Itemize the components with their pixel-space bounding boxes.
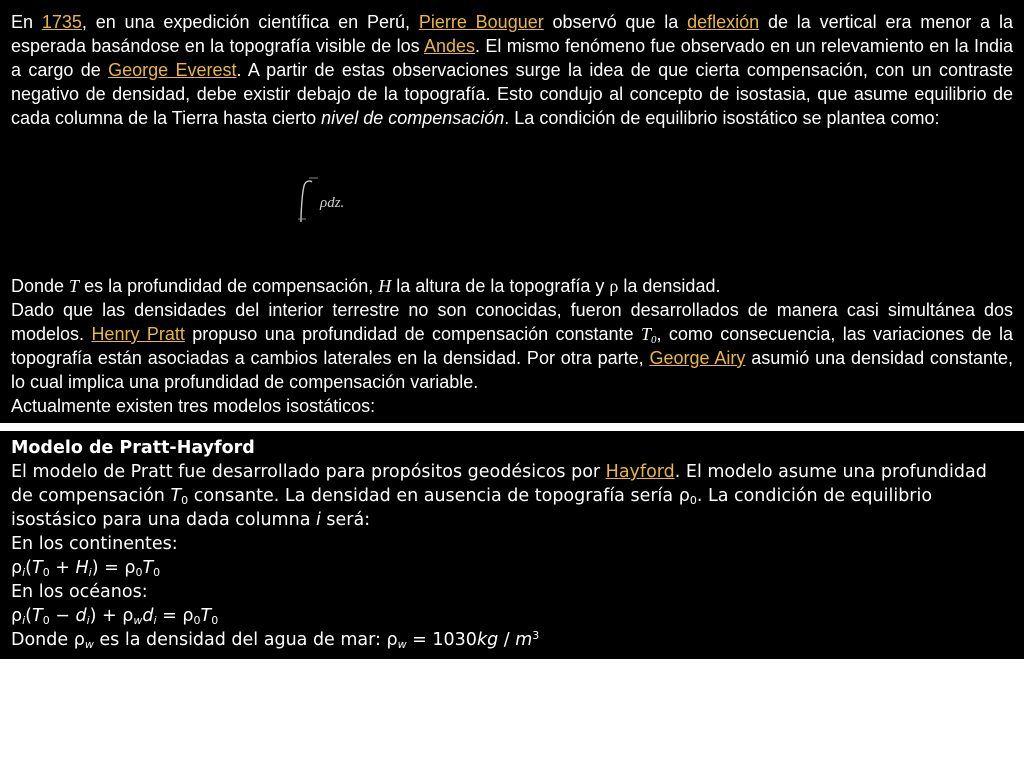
intro-text: . El mismo fenómeno fue observado en un relevamiento en la India a cargo de — [11, 36, 1013, 80]
section-divider — [0, 423, 1024, 431]
subscript: i — [22, 566, 26, 579]
subscript: 0 — [153, 566, 161, 579]
variable-T: T — [142, 558, 154, 578]
variable-T: T — [69, 276, 80, 296]
equation-image — [292, 172, 372, 228]
equation-oceans — [11, 604, 218, 628]
oceans-label: En los océanos: — [11, 582, 148, 602]
eq-part: − — [49, 606, 76, 626]
equation-continents — [11, 556, 160, 580]
variable-T0-base: T — [640, 324, 651, 344]
eq-part: ρ — [11, 606, 23, 626]
pratt-text: = 1030 — [406, 630, 477, 650]
body-text: propuso una profundidad de compensación constante — [184, 324, 641, 344]
variable-d: d — [142, 606, 154, 626]
subscript: w — [84, 638, 94, 651]
eq-part: ( — [25, 558, 32, 578]
intro-text: de la vertical era menor a la esperada basándose en la topografía visible de los — [11, 12, 1013, 56]
body-text: Dado que las densidades del interior terrestre no son conocidas, fueron desarrollados de manera casi simultánea dos modelos. — [11, 300, 1013, 344]
body-text: Donde — [11, 276, 70, 296]
variable-i: i — [315, 510, 321, 530]
variable-T: T — [200, 606, 212, 626]
body-text: asumió una densidad constante, lo cual implica una profundidad de compensación variable. — [11, 348, 1013, 392]
link-george-airy[interactable]: George Airy — [649, 348, 746, 368]
variable-T0 — [641, 324, 657, 344]
link-andes[interactable]: Andes — [423, 36, 476, 56]
variable-d: d — [75, 606, 87, 626]
pratt-line — [11, 484, 932, 508]
pratt-text: El modelo de Pratt fue desarrollado para propósitos geodésicos por — [11, 462, 606, 482]
eq-part: ρ — [11, 558, 23, 578]
superscript: 3 — [532, 629, 540, 642]
pratt-text: Donde ρ — [11, 630, 85, 650]
subscript: 0 — [181, 494, 189, 507]
subscript: i — [86, 614, 90, 627]
emphasis-nivel-compensacion: nivel de compensación — [321, 108, 505, 128]
subscript: 0 — [42, 566, 50, 579]
intro-text: observó que la — [543, 12, 688, 32]
seawater-density-line — [11, 628, 539, 652]
unit-kg: kg — [476, 630, 499, 650]
link-pierre-bouguer[interactable]: Pierre Bouguer — [418, 12, 544, 32]
body-text: , como consecuencia, las variaciones de la topografía están asociadas a cambios laterales en la densidad. Por otra parte, — [11, 324, 1014, 368]
pratt-text: es la densidad del agua de mar: ρ — [93, 630, 398, 650]
intro-text: En — [11, 12, 42, 32]
link-henry-pratt[interactable]: Henry Pratt — [91, 324, 185, 344]
body-paragraph — [11, 274, 1013, 418]
body-text: es la profundidad de compensación, — [79, 276, 379, 296]
subscript: 0 — [42, 614, 50, 627]
pratt-text: será: — [320, 510, 371, 530]
subscript: i — [88, 566, 92, 579]
variable-T: T — [170, 486, 182, 506]
pratt-text: . El modelo asume una profundidad — [674, 462, 987, 482]
body-text: la altura de la topografía y — [391, 276, 610, 296]
pratt-hayford-panel — [0, 431, 1024, 659]
eq-part: ) + ρ — [89, 606, 134, 626]
pratt-line — [11, 508, 370, 532]
link-george-everest[interactable]: George Everest — [108, 60, 237, 80]
body-text: la densidad. — [618, 276, 721, 296]
body-text: Actualmente existen tres modelos isostáticos: — [11, 396, 376, 416]
subscript: 0 — [689, 494, 697, 507]
subscript: i — [22, 614, 26, 627]
pratt-text: consante. La densidad en ausencia de topografía sería ρ — [188, 486, 690, 506]
link-1735[interactable]: 1735 — [41, 12, 82, 32]
unit-m: m — [515, 630, 533, 650]
equation-integrand: ρdz. — [320, 195, 345, 211]
continents-label: En los continentes: — [11, 534, 178, 554]
link-deflexion[interactable]: deflexión — [687, 12, 760, 32]
eq-part: ) = ρ — [91, 558, 136, 578]
subscript: 0 — [135, 566, 143, 579]
subscript: w — [397, 638, 407, 651]
variable-T: T — [32, 606, 43, 626]
intro-text: , en una expedición científica en Perú, — [81, 12, 419, 32]
eq-part: = ρ — [156, 606, 194, 626]
variable-T: T — [32, 558, 43, 578]
subscript: 0 — [193, 614, 201, 627]
pratt-line — [11, 460, 987, 484]
eq-part: + — [49, 558, 76, 578]
link-hayford[interactable]: Hayford — [605, 462, 675, 482]
pratt-text: de compensación — [11, 486, 171, 506]
subscript: i — [153, 614, 157, 627]
eq-part: ( — [25, 606, 32, 626]
variable-T0-subscript: 0 — [650, 334, 657, 346]
intro-text: . A partir de estas observaciones surge la idea de que cierta compensación, con un contraste negativo de densidad, debe existir debajo de la topografía. Esto condujo al concepto de isostasia, que asume equilibrio de cada columna de la Tierra hasta cierto — [11, 60, 1013, 128]
variable-rho: ρ — [609, 276, 619, 296]
variable-H: H — [75, 558, 89, 578]
subscript: 0 — [211, 614, 219, 627]
pratt-text: . La condición de equilibrio — [696, 486, 933, 506]
pratt-heading: Modelo de Pratt-Hayford — [11, 438, 255, 458]
pratt-text: / — [498, 630, 516, 650]
variable-H: H — [378, 276, 392, 296]
integral-sign — [301, 181, 312, 222]
intro-paragraph — [11, 10, 1013, 130]
subscript: w — [133, 614, 143, 627]
intro-text: . La condición de equilibrio isostático se plantea como: — [504, 108, 940, 128]
pratt-text: isostásico para una dada columna — [11, 510, 316, 530]
